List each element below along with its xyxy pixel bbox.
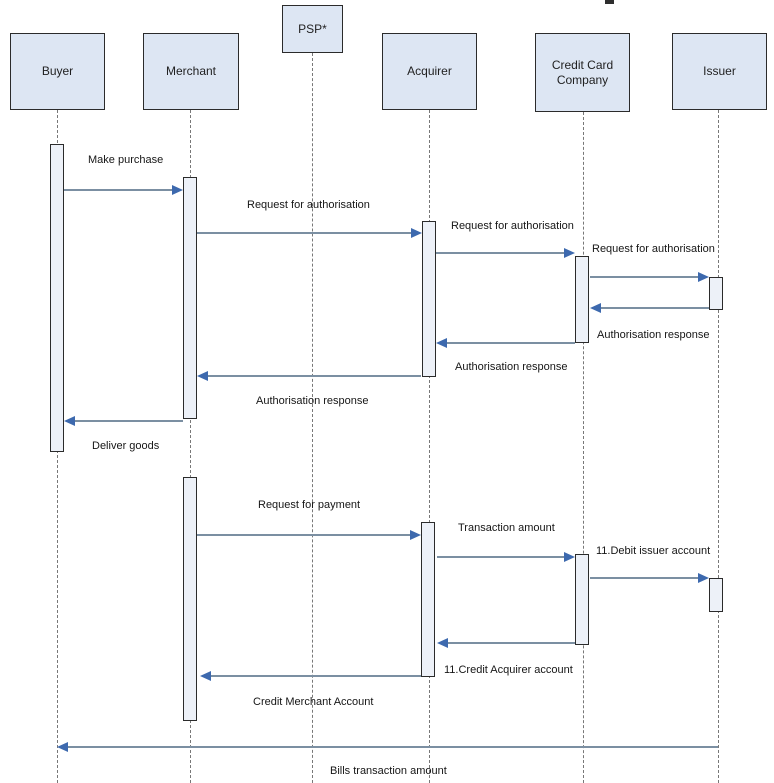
actor-box-issuer — [672, 33, 767, 110]
message-line-debit-issuer-account — [590, 577, 700, 579]
message-line-authorisation-response-1 — [599, 307, 709, 309]
actor-box-merchant — [143, 33, 239, 110]
actor-label-acquirer: Acquirer — [407, 64, 452, 78]
message-line-transaction-amount — [437, 556, 566, 558]
message-label-request-for-payment: Request for payment — [258, 499, 361, 511]
message-line-authorisation-response-3 — [206, 375, 421, 377]
actor-label-credit-card-company: Credit Card Company — [551, 57, 614, 87]
arrowhead-right-icon — [564, 248, 575, 258]
arrowhead-left-icon — [200, 671, 211, 681]
actor-box-psp — [282, 5, 343, 53]
message-line-request-authorisation-2 — [436, 252, 566, 254]
activation-ccc-2 — [575, 554, 589, 645]
arrowhead-left-icon — [64, 416, 75, 426]
activation-buyer-1 — [50, 144, 64, 452]
arrowhead-left-icon — [437, 638, 448, 648]
activation-acquirer-1 — [422, 221, 436, 377]
cropped-text-artifact — [605, 0, 614, 4]
arrowhead-right-icon — [564, 552, 575, 562]
message-label-request-authorisation-1: Request for authorisation — [247, 199, 370, 211]
message-label-deliver-goods: Deliver goods — [92, 440, 160, 452]
arrowhead-right-icon — [698, 573, 709, 583]
lifeline-acquirer — [429, 110, 430, 783]
lifeline-psp — [312, 53, 313, 783]
arrowhead-left-icon — [436, 338, 447, 348]
activation-issuer-1 — [709, 277, 723, 310]
message-line-request-authorisation-3 — [590, 276, 700, 278]
arrowhead-left-icon — [57, 742, 68, 752]
actor-label-issuer: Issuer — [703, 64, 736, 78]
actor-box-acquirer — [382, 33, 477, 110]
message-label-bills-transaction-amount: Bills transaction amount — [330, 765, 447, 777]
arrowhead-left-icon — [197, 371, 208, 381]
actor-label-psp: PSP* — [298, 21, 327, 36]
activation-ccc-1 — [575, 256, 589, 343]
actor-label-buyer: Buyer — [41, 64, 74, 78]
arrowhead-right-icon — [411, 228, 422, 238]
activation-issuer-2 — [709, 578, 723, 612]
message-label-transaction-amount: Transaction amount — [458, 522, 555, 534]
message-line-authorisation-response-2 — [445, 342, 575, 344]
activation-merchant-1 — [183, 177, 197, 419]
message-label-authorisation-response-3: Authorisation response — [256, 395, 369, 407]
activation-acquirer-2 — [421, 522, 435, 677]
arrowhead-left-icon — [590, 303, 601, 313]
message-label-make-purchase: Make purchase — [88, 154, 164, 166]
message-line-make-purchase — [64, 189, 174, 191]
actor-label-merchant: Merchant — [165, 64, 217, 78]
lifeline-issuer — [718, 110, 719, 783]
arrowhead-right-icon — [172, 185, 183, 195]
message-label-credit-acquirer-account: 11.Credit Acquirer account — [444, 664, 573, 676]
lifeline-credit-card-company — [583, 112, 584, 783]
arrowhead-right-icon — [410, 530, 421, 540]
message-line-request-for-payment — [197, 534, 412, 536]
message-label-authorisation-response-1: Authorisation response — [597, 329, 710, 341]
arrowhead-right-icon — [698, 272, 709, 282]
message-line-bills-transaction-amount — [66, 746, 718, 748]
message-line-request-authorisation-1 — [197, 232, 413, 234]
actor-box-credit-card-company — [535, 33, 630, 112]
message-label-request-authorisation-3: Request for authorisation — [592, 243, 715, 255]
message-line-deliver-goods — [73, 420, 183, 422]
message-label-credit-merchant-account: Credit Merchant Account — [253, 696, 374, 708]
message-line-credit-acquirer-account — [446, 642, 575, 644]
activation-merchant-2 — [183, 477, 197, 721]
message-label-authorisation-response-2: Authorisation response — [455, 361, 568, 373]
message-label-request-authorisation-2: Request for authorisation — [451, 220, 574, 232]
actor-box-buyer — [10, 33, 105, 110]
message-line-credit-merchant-account — [209, 675, 421, 677]
message-label-debit-issuer-account: 11.Debit issuer account — [596, 545, 711, 557]
